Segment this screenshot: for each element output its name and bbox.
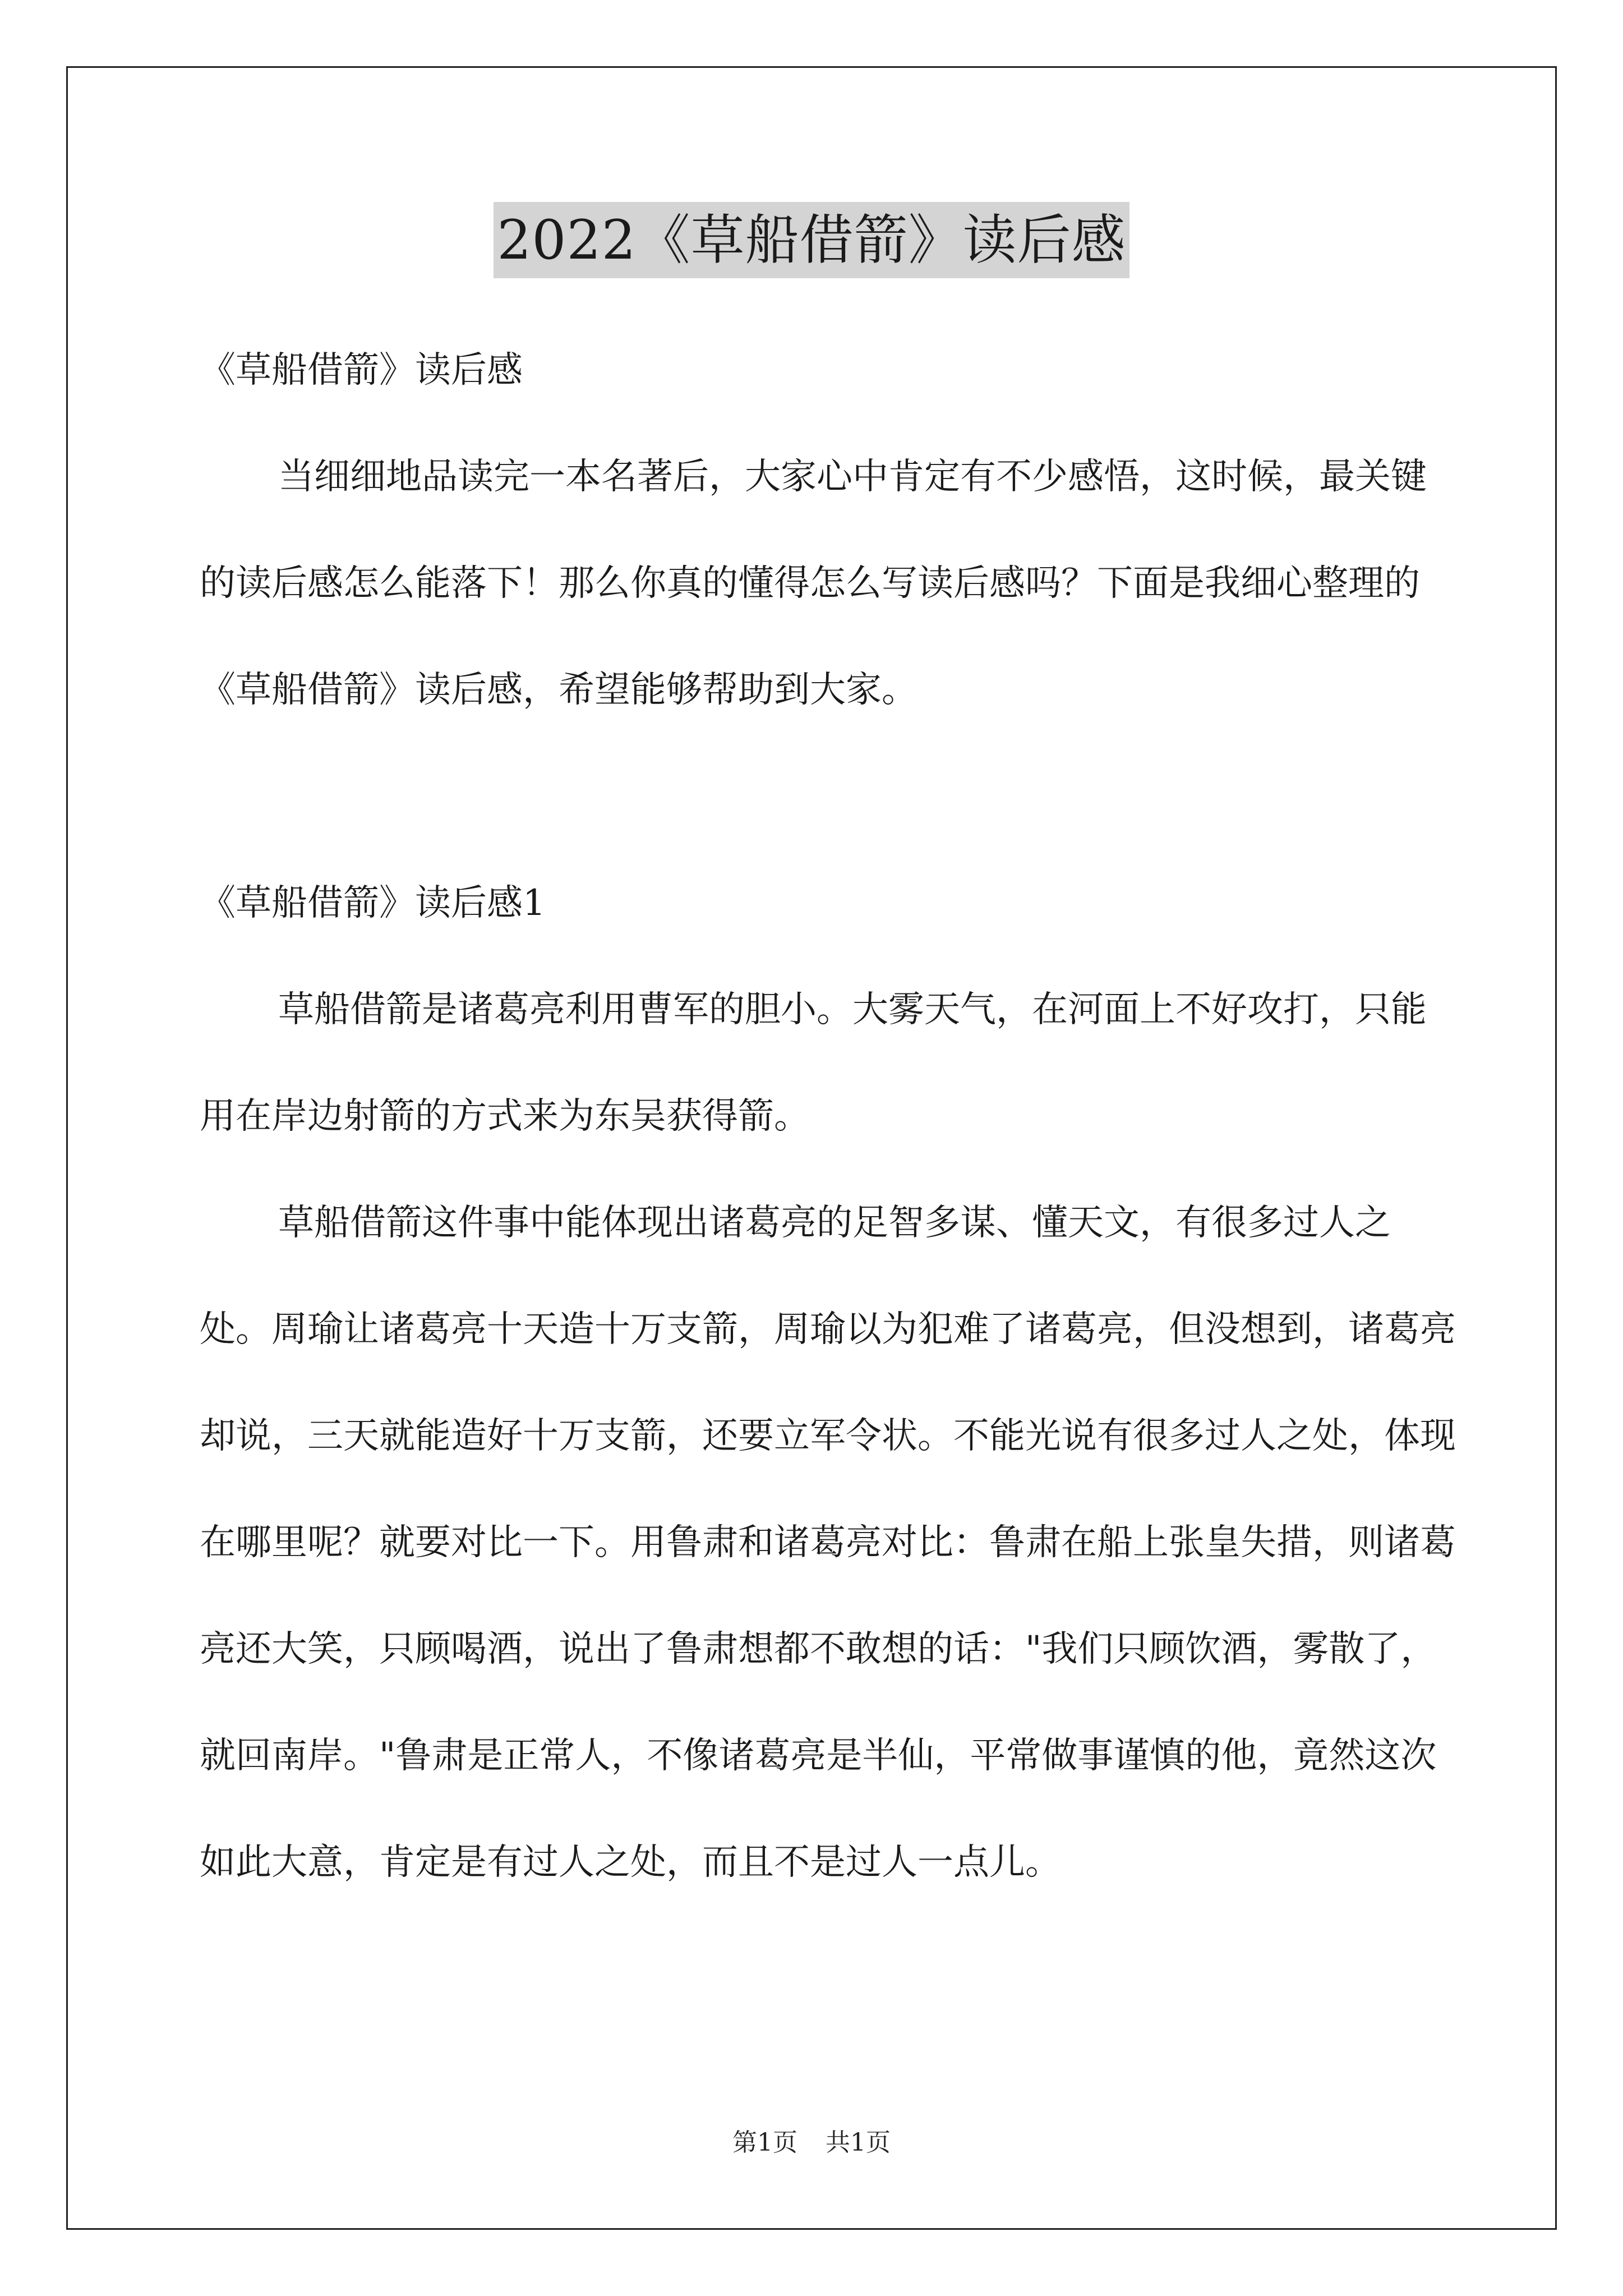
- page-footer: [0, 2126, 1623, 2160]
- document-title: 2022《草船借箭》读后感: [494, 202, 1129, 278]
- section-gap: [200, 743, 1461, 850]
- title-container: [0, 202, 1623, 278]
- section1-paragraph: 草船借箭是诸葛亮利用曹军的胆小。大雾天气，在河面上不好攻打，只能用在岸边射箭的方式来为东吴获得箭。: [200, 989, 1427, 1137]
- document-body: [200, 317, 1461, 1916]
- page-number: 第1页: [732, 2128, 797, 2157]
- intro-paragraph: 当细细地品读完一本名著后，大家心中肯定有不少感悟，这时候，最关键的读后感怎么能落下！那么你真的懂得怎么写读后感吗？下面是我细心整理的《草船借箭》读后感，希望能够帮助到大家。: [200, 456, 1427, 711]
- section1-paragraph: 草船借箭这件事中能体现出诸葛亮的足智多谋、懂天文，有很多过人之处。周瑜让诸葛亮十天造十万支箭，周瑜以为犯难了诸葛亮，但没想到，诸葛亮却说，三天就能造好十万支箭，还要立军令状。不能光说有很多过人之处，体现在哪里呢？就要对比一下。用鲁肃和诸葛亮对比：鲁肃在船上张皇失措，则诸葛亮还大笑，只顾喝酒，说出了鲁肃想都不敢想的话："我们只顾饮酒，雾散了，就回南岸。"鲁肃是正常人，不像诸葛亮是半仙，平常做事谨慎的他，竟然这次如此大意，肯定是有过人之处，而且不是过人一点儿。: [200, 1202, 1456, 1883]
- section1-heading: 《草船借箭》读后感1: [200, 882, 546, 924]
- page-total: 共1页: [826, 2128, 891, 2157]
- intro-heading: 《草船借箭》读后感: [200, 349, 523, 391]
